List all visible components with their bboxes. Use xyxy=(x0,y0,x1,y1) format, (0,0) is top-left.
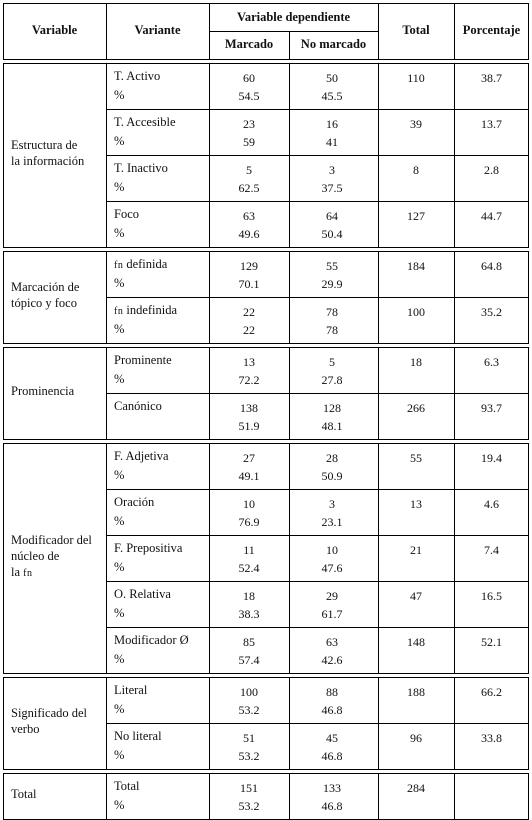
group-rule-bottom xyxy=(3,673,529,674)
no-marcado-percent: 41 xyxy=(326,135,338,149)
row-rule xyxy=(106,581,529,582)
group-rule-bottom-double xyxy=(3,443,529,444)
marcado-percent: 51.9 xyxy=(238,419,260,433)
group-col-rule xyxy=(106,773,107,820)
porcentaje-value: 66.2 xyxy=(481,685,502,699)
marcado-percent: 53.2 xyxy=(238,749,260,763)
marcado-count: 22 xyxy=(243,305,255,319)
header-col-rule xyxy=(378,3,379,59)
header-rule-bottom xyxy=(3,59,529,60)
variant-label: fn indefinida xyxy=(114,303,178,317)
percent-label: % xyxy=(114,468,125,482)
marcado-count: 151 xyxy=(240,781,258,795)
porcentaje-value: 2.8 xyxy=(484,163,499,177)
porcentaje-value: 33.8 xyxy=(481,731,502,745)
header-variable: Variable xyxy=(31,23,78,37)
group-label-line: tópico y foco xyxy=(11,296,77,310)
porcentaje-value: 52.1 xyxy=(481,635,502,649)
porcentaje-value: 93.7 xyxy=(481,401,502,415)
no-marcado-percent: 47.6 xyxy=(321,561,343,575)
total-count: 284 xyxy=(407,781,425,795)
no-marcado-count: 64 xyxy=(326,209,338,223)
marcado-count: 10 xyxy=(243,497,255,511)
variant-label: T. Inactivo xyxy=(114,161,168,175)
group-label xyxy=(11,383,106,399)
group-label xyxy=(11,137,106,169)
marcado-count: 129 xyxy=(240,259,258,273)
group-label xyxy=(11,786,106,802)
row-rule xyxy=(106,627,529,628)
group-col-rule xyxy=(3,773,4,820)
no-marcado-count: 5 xyxy=(329,355,335,369)
no-marcado-percent: 78 xyxy=(326,323,338,337)
group-col-rule xyxy=(3,251,4,344)
group-rule-bottom xyxy=(3,343,529,344)
header-col-rule xyxy=(289,31,290,59)
percent-label: % xyxy=(114,322,125,336)
marcado-count: 85 xyxy=(243,635,255,649)
total-count: 47 xyxy=(410,589,422,603)
total-count: 96 xyxy=(410,731,422,745)
table-rule-top xyxy=(3,3,529,4)
marcado-count: 138 xyxy=(240,401,258,415)
marcado-percent: 72.2 xyxy=(238,373,260,387)
group-col-rule xyxy=(289,773,290,820)
row-rule xyxy=(106,723,529,724)
header-col-rule xyxy=(528,3,529,59)
total-count: 18 xyxy=(410,355,422,369)
header-marcado: Marcado xyxy=(224,37,274,51)
group-label-line: Estructura de xyxy=(11,138,78,152)
marcado-count: 23 xyxy=(243,117,255,131)
group-rule-bottom-double xyxy=(3,773,529,774)
total-count: 110 xyxy=(407,71,425,85)
marcado-percent: 53.2 xyxy=(238,799,260,813)
group-rule-bottom-double xyxy=(3,677,529,678)
group-col-rule xyxy=(454,773,455,820)
header-rule-dependiente xyxy=(209,31,378,32)
row-rule xyxy=(106,489,529,490)
header-col-rule xyxy=(454,3,455,59)
header-col-rule xyxy=(3,3,4,59)
no-marcado-count: 78 xyxy=(326,305,338,319)
group-label xyxy=(11,705,106,737)
group-label-line: Modificador del xyxy=(11,533,92,547)
total-count: 184 xyxy=(407,259,425,273)
header-total: Total xyxy=(402,23,430,37)
total-count: 266 xyxy=(407,401,425,415)
variant-label: Modificador Ø xyxy=(114,633,189,647)
group-col-rule xyxy=(528,773,529,820)
porcentaje-value: 64.8 xyxy=(481,259,502,273)
total-count: 13 xyxy=(410,497,422,511)
group-col-rule xyxy=(3,443,4,674)
group-col-rule xyxy=(289,443,290,674)
total-count: 21 xyxy=(410,543,422,557)
group-rule-bottom-double xyxy=(3,251,529,252)
row-rule xyxy=(106,155,529,156)
variant-label: Foco xyxy=(114,207,139,221)
porcentaje-value: 16.5 xyxy=(481,589,502,603)
no-marcado-percent: 45.5 xyxy=(321,89,343,103)
group-label-line: verbo xyxy=(11,722,40,736)
group-label-line: la información xyxy=(11,154,85,168)
porcentaje-value: 38.7 xyxy=(481,71,502,85)
marcado-percent: 22 xyxy=(243,323,255,337)
percent-label: % xyxy=(114,180,125,194)
porcentaje-value: 6.3 xyxy=(484,355,499,369)
no-marcado-percent: 46.8 xyxy=(321,799,343,813)
group-label-line: Total xyxy=(11,787,37,801)
percent-label: % xyxy=(114,134,125,148)
porcentaje-value: 19.4 xyxy=(481,451,502,465)
header-col-rule xyxy=(209,3,210,59)
no-marcado-count: 63 xyxy=(326,635,338,649)
row-rule xyxy=(106,297,529,298)
total-count: 127 xyxy=(407,209,425,223)
total-count: 55 xyxy=(410,451,422,465)
no-marcado-count: 50 xyxy=(326,71,338,85)
no-marcado-count: 29 xyxy=(326,589,338,603)
no-marcado-percent: 50.9 xyxy=(321,469,343,483)
group-label xyxy=(11,532,106,582)
marcado-percent: 76.9 xyxy=(238,515,260,529)
small-caps-fn: fn xyxy=(114,260,127,271)
marcado-percent: 38.3 xyxy=(238,607,260,621)
group-label xyxy=(11,279,106,311)
group-rule-bottom xyxy=(3,769,529,770)
no-marcado-percent: 46.8 xyxy=(321,703,343,717)
variant-label: Oración xyxy=(114,495,155,509)
percent-label: % xyxy=(114,372,125,386)
group-col-rule xyxy=(3,347,4,440)
row-rule xyxy=(106,109,529,110)
group-col-rule xyxy=(3,63,4,248)
variant-label: T. Accesible xyxy=(114,115,176,129)
variant-label: Prominente xyxy=(114,353,172,367)
group-col-rule xyxy=(106,443,107,674)
variant-label: F. Adjetiva xyxy=(114,449,169,463)
no-marcado-count: 28 xyxy=(326,451,338,465)
porcentaje-value: 7.4 xyxy=(484,543,499,557)
header-variante: Variante xyxy=(134,23,181,37)
marcado-count: 27 xyxy=(243,451,255,465)
no-marcado-percent: 27.8 xyxy=(321,373,343,387)
percent-label: % xyxy=(114,88,125,102)
total-count: 148 xyxy=(407,635,425,649)
no-marcado-count: 88 xyxy=(326,685,338,699)
small-caps-fn: fn xyxy=(114,306,127,317)
percent-label: % xyxy=(114,276,125,290)
marcado-percent: 54.5 xyxy=(238,89,260,103)
no-marcado-percent: 50.4 xyxy=(321,227,343,241)
row-rule xyxy=(106,535,529,536)
total-count: 100 xyxy=(407,305,425,319)
group-label-line: núcleo de xyxy=(11,549,60,563)
marcado-count: 5 xyxy=(246,163,252,177)
no-marcado-count: 55 xyxy=(326,259,338,273)
marcado-percent: 49.6 xyxy=(238,227,260,241)
variant-label: F. Prepositiva xyxy=(114,541,183,555)
no-marcado-count: 10 xyxy=(326,543,338,557)
header-porcentaje: Porcentaje xyxy=(462,23,521,37)
row-rule xyxy=(106,201,529,202)
header-rule-bottom-double xyxy=(3,63,529,64)
group-rule-bottom xyxy=(3,247,529,248)
no-marcado-percent: 48.1 xyxy=(321,419,343,433)
header-variable-dependiente: Variable dependiente xyxy=(236,10,351,24)
percent-label: % xyxy=(114,702,125,716)
percent-label: % xyxy=(114,748,125,762)
marcado-percent: 57.4 xyxy=(238,653,260,667)
percent-label: % xyxy=(114,606,125,620)
variant-label: Literal xyxy=(114,683,148,697)
marcado-count: 100 xyxy=(240,685,258,699)
group-rule-bottom-double xyxy=(3,347,529,348)
no-marcado-percent: 23.1 xyxy=(321,515,343,529)
marcado-percent: 70.1 xyxy=(238,277,260,291)
percent-label: % xyxy=(114,226,125,240)
no-marcado-percent: 46.8 xyxy=(321,749,343,763)
percent-label: % xyxy=(114,798,125,812)
marcado-percent: 59 xyxy=(243,135,255,149)
group-label-line: Significado del xyxy=(11,706,88,720)
total-count: 8 xyxy=(413,163,419,177)
porcentaje-value: 44.7 xyxy=(481,209,502,223)
marcado-percent: 49.1 xyxy=(238,469,260,483)
group-label-line: Marcación de xyxy=(11,280,80,294)
marcado-count: 11 xyxy=(243,543,255,557)
total-count: 39 xyxy=(410,117,422,131)
variant-label: O. Relativa xyxy=(114,587,171,601)
porcentaje-value: 4.6 xyxy=(484,497,499,511)
variant-label: T. Activo xyxy=(114,69,161,83)
marcado-percent: 53.2 xyxy=(238,703,260,717)
variant-label: fn definida xyxy=(114,257,168,271)
marcado-percent: 52.4 xyxy=(238,561,260,575)
percent-label: % xyxy=(114,652,125,666)
marcado-percent: 62.5 xyxy=(238,181,260,195)
group-col-rule xyxy=(3,677,4,770)
small-caps-fn: fn xyxy=(23,568,33,579)
no-marcado-percent: 37.5 xyxy=(321,181,343,195)
marcado-count: 63 xyxy=(243,209,255,223)
group-label-line: Prominencia xyxy=(11,384,75,398)
porcentaje-value: 35.2 xyxy=(481,305,502,319)
no-marcado-count: 45 xyxy=(326,731,338,745)
no-marcado-percent: 29.9 xyxy=(321,277,343,291)
porcentaje-value: 13.7 xyxy=(481,117,502,131)
total-count: 188 xyxy=(407,685,425,699)
variant-label: Canónico xyxy=(114,399,162,413)
variant-label: No literal xyxy=(114,729,162,743)
percent-label: % xyxy=(114,560,125,574)
group-rule-bottom xyxy=(3,439,529,440)
row-rule xyxy=(106,393,529,394)
no-marcado-count: 3 xyxy=(329,497,335,511)
group-col-rule xyxy=(209,773,210,820)
no-marcado-count: 3 xyxy=(329,163,335,177)
header-no-marcado: No marcado xyxy=(300,37,367,51)
marcado-count: 13 xyxy=(243,355,255,369)
no-marcado-percent: 42.6 xyxy=(321,653,343,667)
no-marcado-count: 16 xyxy=(326,117,338,131)
no-marcado-count: 128 xyxy=(323,401,341,415)
no-marcado-count: 133 xyxy=(323,781,341,795)
group-col-rule xyxy=(209,443,210,674)
no-marcado-percent: 61.7 xyxy=(321,607,343,621)
marcado-count: 51 xyxy=(243,731,255,745)
marcado-count: 18 xyxy=(243,589,255,603)
percent-label: % xyxy=(114,514,125,528)
marcado-count: 60 xyxy=(243,71,255,85)
variant-label: Total xyxy=(114,779,140,793)
group-label-line: la fn xyxy=(11,565,33,579)
header-col-rule xyxy=(106,3,107,59)
